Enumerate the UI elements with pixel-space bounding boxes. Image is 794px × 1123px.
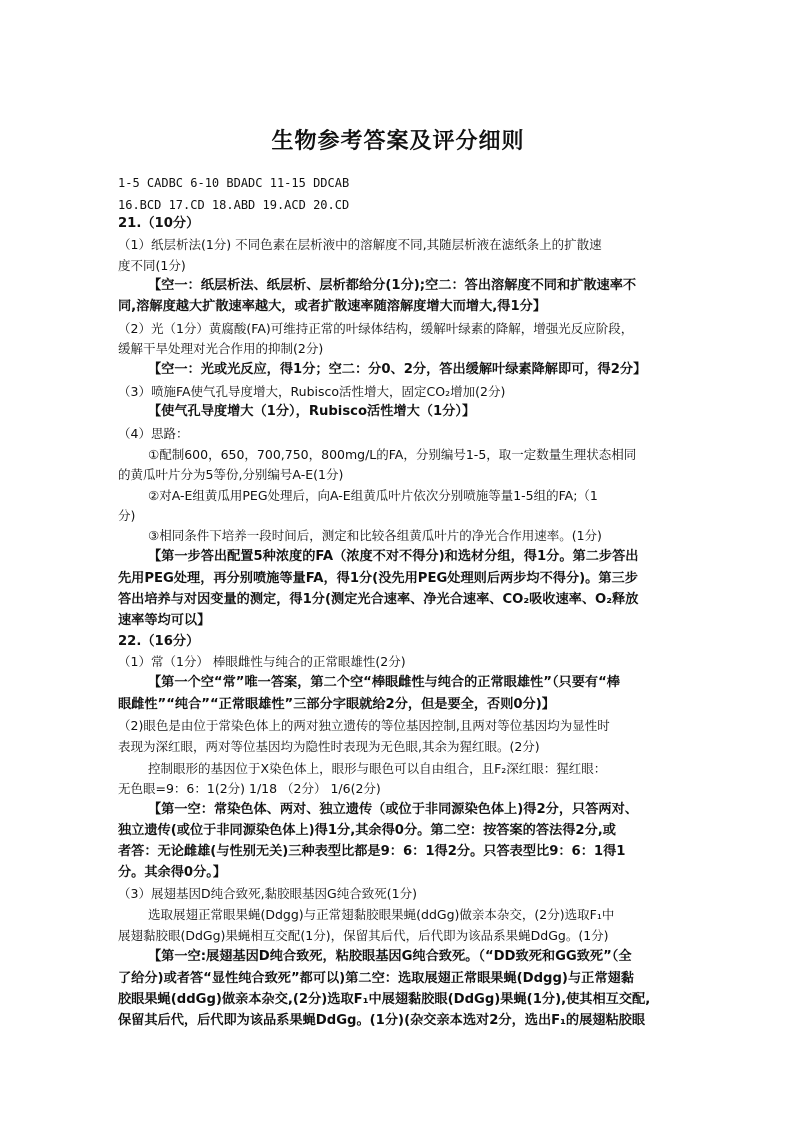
scoring-note: 胶眼果蝇(ddGg)做亲本杂交,(2分)选取F₁中展翅黏胶眼(DdGg)果蝇(1分),使其相互交配, (118, 992, 651, 1007)
answer-line: ③相同条件下培养一段时间后，测定和比较各组黄瓜叶片的净光合作用速率。(1分) (148, 528, 602, 543)
scoring-note: 【第一空：常染色体、两对、独立遗传（或位于非同源染色体上)得2分，只答两对、 (148, 802, 638, 817)
answer-line: 分) (118, 508, 136, 523)
answer-line: 的黄瓜叶片分为5等份,分别编号A-E(1分) (118, 467, 344, 482)
scoring-note: 【空一：纸层析法、纸层析、层析都给分(1分);空二：答出溶解度不同和扩散速率不 (148, 278, 637, 293)
answer-line: （2）光（1分）黄腐酸(FA)可维持正常的叶绿体结构，缓解叶绿素的降解，增强光反应阶段， (118, 321, 634, 336)
scoring-note: 【第一个空“常”唯一答案，第二个空“棒眼雌性与纯合的正常眼雄性”（只要有“棒 (148, 675, 620, 690)
scoring-note: 分。其余得0分。】 (118, 865, 227, 880)
scoring-note: 独立遗传(或位于非同源染色体上)得1分,其余得0分。第二空：按答案的答法得2分,或 (118, 823, 616, 838)
scoring-note: 同,溶解度越大扩散速率越大，或者扩散速率随溶解度增大而增大,得1分】 (118, 299, 547, 314)
answer-line: （2)眼色是由位于常染色体上的两对独立遗传的等位基因控制,且两对等位基因均为显性时 (118, 718, 610, 733)
answer-line: （4）思路： (118, 426, 189, 441)
scoring-note: 先用PEG处理，再分别喷施等量FA，得1分(没先用PEG处理则后两步均不得分)。第三步 (118, 571, 638, 586)
answer-line: （1）纸层析法(1分) 不同色素在层析液中的溶解度不同,其随层析液在滤纸条上的扩散速 (118, 237, 602, 252)
answer-line: ①配制600，650，700,750，800mg/L的FA，分别编号1-5，取一定数量生理状态相同 (148, 447, 637, 462)
scoring-note: 者答：无论雌雄(与性别无关)三种表型比都是9：6：1得2分。只答表型比9：6：1得1 (118, 844, 626, 859)
answer-line: 无色眼=9：6：1(2分) 1/18 （2分） 1/6(2分) (118, 781, 381, 796)
answer-line: 缓解干旱处理对光合作用的抑制(2分) (118, 341, 324, 356)
answer-line: 1-5 CADBC 6-10 BDADC 11-15 DDCAB (118, 176, 350, 190)
answer-line: 选取展翅正常眼果蝇(Ddgg)与正常翅黏胶眼果蝇(ddGg)做亲本杂交，(2分)选取F₁中 (148, 907, 615, 922)
answer-line: 16.BCD 17.CD 18.ABD 19.ACD 20.CD (118, 198, 350, 212)
question-heading: 21.（10分） (118, 216, 200, 231)
answer-line: （3）喷施FA使气孔导度增大，Rubisco活性增大，固定CO₂增加(2分) (118, 384, 506, 399)
scoring-note: 了给分)或者答“显性纯合致死”都可以)第二空：选取展翅正常眼果蝇(Ddgg)与正常翅黏 (118, 971, 634, 986)
scoring-note: 【第一步答出配置5种浓度的FA（浓度不对不得分)和选材分组，得1分。第二步答出 (148, 549, 639, 564)
scoring-note: 【第一空:展翅基因D纯合致死，粘胶眼基因G纯合致死。（“DD致死和GG致死”（全 (148, 949, 632, 964)
answer-line: （3）展翅基因D纯合致死,黏胶眼基因G纯合致死(1分) (118, 886, 417, 901)
scoring-note: 【空一：光或光反应，得1分；空二：分0、2分，答出缓解叶绿素降解即可，得2分】 (148, 362, 647, 377)
scoring-note: 眼雌性”“纯合”“正常眼雄性”三部分字眼就给2分，但是要全，否则0分)】 (118, 697, 555, 712)
scoring-note: 保留其后代，后代即为该品系果蝇DdGg。(1分)(杂交亲本选对2分，选出F₁的展翅粘胶眼 (118, 1013, 646, 1028)
answer-line: 表现为深红眼，两对等位基因均为隐性时表现为无色眼,其余为猩红眼。(2分) (118, 739, 540, 754)
answer-line: ②对A-E组黄瓜用PEG处理后，向A-E组黄瓜叶片依次分别喷施等量1-5组的FA;（1 (148, 488, 598, 503)
question-heading: 22.（16分） (118, 634, 200, 649)
answer-line: 控制眼形的基因位于X染色体上，眼形与眼色可以自由组合，且F₂深红眼：猩红眼： (148, 761, 607, 776)
answer-line: 度不同(1分) (118, 258, 186, 273)
scoring-note: 速率等均可以】 (118, 613, 211, 628)
answer-line: （1）常（1分） 棒眼雌性与纯合的正常眼雄性(2分) (118, 654, 406, 669)
scoring-note: 答出培养与对因变量的测定，得1分(测定光合速率、净光合速率、CO₂吸收速率、O₂释放 (118, 592, 639, 607)
scoring-note: 【使气孔导度增大（1分），Rubisco活性增大（1分）】 (148, 404, 476, 419)
page-title: 生物参考答案及评分细则 (271, 128, 525, 154)
answer-line: 展翅黏胶眼(DdGg)果蝇相互交配(1分)，保留其后代，后代即为该品系果蝇DdGg。(1分) (118, 928, 609, 943)
